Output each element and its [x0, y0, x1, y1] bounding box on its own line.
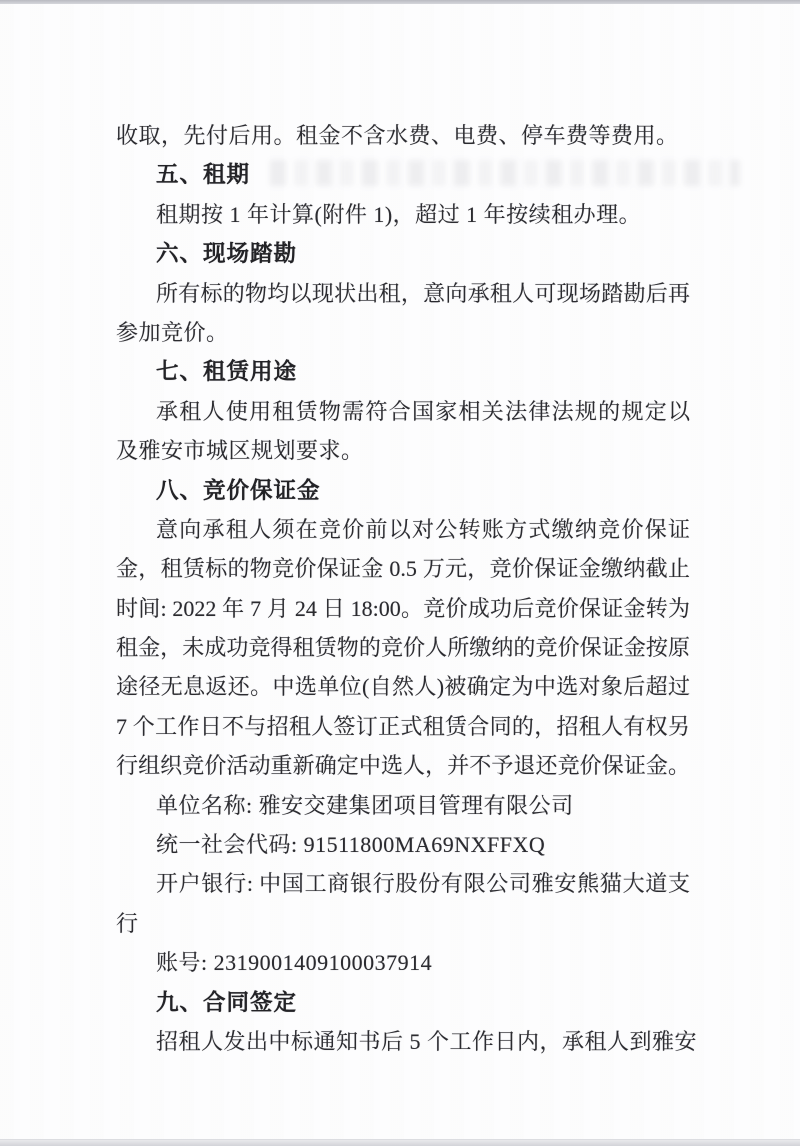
section-6-heading: 六、现场踏勘	[156, 241, 298, 267]
document-body	[116, 116, 698, 1061]
bank-line: 开户银行: 中国工商银行股份有限公司雅安熊猫大道支	[156, 871, 690, 897]
text-line: 7 个工作日不与招租人签订正式租赁合同的，招租人有权另	[116, 713, 690, 739]
text-line: 金，租赁标的物竞价保证金 0.5 万元，竞价保证金缴纳截止	[116, 556, 690, 582]
unit-name-line: 单位名称: 雅安交建集团项目管理有限公司	[156, 792, 574, 818]
section-8-heading: 八、竞价保证金	[156, 477, 321, 503]
text-line: 所有标的物均以现状出租，意向承租人可现场踏勘后再	[156, 280, 690, 306]
text-line: 参加竞价。	[116, 319, 229, 345]
text-line: 行组织竞价活动重新确定中选人，并不予退还竞价保证金。	[116, 753, 690, 779]
text-line: 及雅安市城区规划要求。	[116, 438, 364, 464]
text-line: 招租人发出中标通知书后 5 个工作日内，承租人到雅安	[156, 1028, 698, 1054]
section-9-heading: 九、合同签定	[156, 989, 298, 1015]
scan-edge-bottom	[0, 1139, 800, 1146]
social-code-line: 统一社会代码: 91511800MA69NXFFXQ	[156, 832, 546, 858]
section-7-heading: 七、租赁用途	[156, 359, 298, 385]
text-line: 途径无息返还。中选单位(自然人)被确定为中选对象后超过	[116, 674, 690, 700]
account-number-line: 账号: 2319001409100037914	[156, 950, 433, 976]
text-line: 意向承租人须在竞价前以对公转账方式缴纳竞价保证	[156, 516, 690, 542]
text-line: 收取，先付后用。租金不含水费、电费、停车费等费用。	[116, 123, 679, 148]
text-line: 承租人使用租赁物需符合国家相关法律法规的规定以	[156, 398, 690, 424]
bank-line-wrap: 行	[116, 910, 139, 936]
text-line: 时间: 2022 年 7 月 24 日 18:00。竞价成功后竞价保证金转为	[116, 595, 690, 621]
text-line: 租金，未成功竞得租赁物的竞价人所缴纳的竞价保证金按原	[116, 635, 690, 661]
scan-edge-top	[0, 0, 800, 4]
text-line: 租期按 1 年计算(附件 1)，超过 1 年按续租办理。	[156, 201, 642, 227]
section-5-heading: 五、租期	[156, 162, 251, 188]
